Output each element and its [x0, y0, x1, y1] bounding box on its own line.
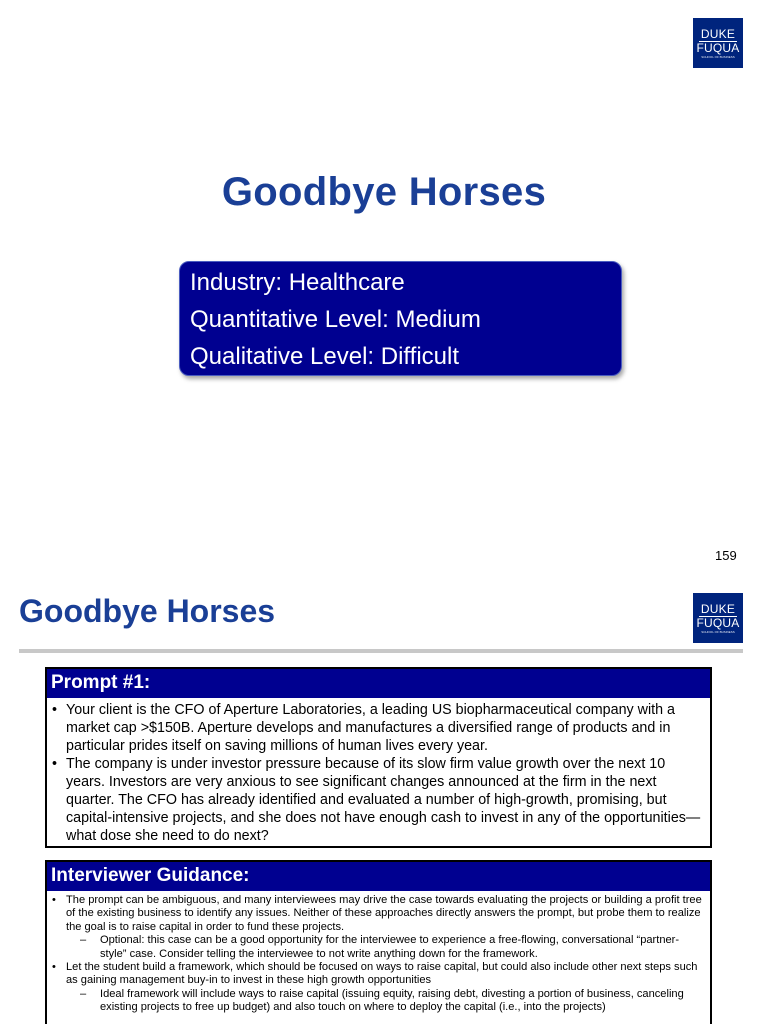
- prompt-item: [52, 701, 704, 755]
- title-divider: [19, 649, 743, 653]
- logo-tagline: SCHOOL OF BUSINESS: [701, 54, 735, 59]
- bullet-marker: •: [52, 702, 58, 718]
- prompt-body: [47, 698, 710, 845]
- prompt-item-text: The company is under investor pressure because of its slow firm value growth over the next 10 years. Investors are very anxious to see significant changes announced at the firm in the next quarter. The CFO has already identified and evaluated a number of high-growth, promising, but capital-intensive projects, and she does not have enough cash to invest in any of the opportunities—what dose she need to do next?: [66, 756, 701, 844]
- duke-fuqua-logo: [693, 18, 743, 68]
- page-number: 159: [715, 548, 737, 563]
- bullet-marker: •: [52, 894, 56, 906]
- dash-marker: –: [80, 987, 87, 1000]
- guidance-header: Interviewer Guidance:: [47, 862, 710, 891]
- guidance-item-text: The prompt can be ambiguous, and many interviewees may drive the case towards evaluating the projects or building a profit tree of the existing business to identify any issues. Neither of these approaches directly answers the prompt, but probe them to realize the goal is to raise capital in order to fund these projects.: [66, 894, 702, 933]
- dash-marker: –: [80, 934, 87, 947]
- interviewer-guidance-panel: [45, 860, 712, 1024]
- logo-line-fuqua: FUQUA: [696, 615, 740, 630]
- logo-line-fuqua: FUQUA: [696, 40, 740, 55]
- prompt-item: [52, 755, 704, 845]
- industry-label: Industry: Healthcare: [190, 269, 405, 296]
- prompt-header: Prompt #1:: [47, 669, 710, 698]
- quantitative-level-label: Quantitative Level: Medium: [190, 306, 481, 333]
- duke-fuqua-logo: [693, 593, 743, 643]
- case-info-box: [179, 261, 622, 376]
- qualitative-level-label: Qualitative Level: Difficult: [190, 343, 460, 370]
- logo-line-duke: DUKE: [700, 26, 736, 41]
- guidance-subitem-text: Optional: this case can be a good opportunity for the interviewee to experience a free-flowing, conversational “partner-style” case. Consider telling the interviewee to not write anything down for the framework.: [100, 934, 680, 960]
- guidance-item-text: Let the student build a framework, which should be focused on ways to raise capital, but could also include other next steps such as gaining management buy-in to invest in these high growth opportunities: [66, 961, 698, 987]
- prompt-panel: [45, 667, 712, 848]
- logo-tagline: SCHOOL OF BUSINESS: [701, 629, 735, 634]
- slide2-title: Goodbye Horses: [19, 593, 276, 629]
- guidance-subitem-text: Ideal framework will include ways to raise capital (issuing equity, raising debt, divesting a portion of business, canceling existing projects to free up budget) and also touch on where to deploy the capital (i.e., into the projects): [100, 987, 684, 1014]
- slide1-title: Goodbye Horses: [221, 170, 547, 214]
- guidance-subitem: [52, 934, 704, 961]
- guidance-body: [47, 891, 710, 1015]
- prompt-item-text: Your client is the CFO of Aperture Laboratories, a leading US biopharmaceutical company with a market cap >$150B. Aperture develops and manufactures a diversified range of products and in particular prides itself on saving millions of human lives every year.: [66, 702, 676, 754]
- guidance-subitem: [52, 988, 704, 1015]
- logo-line-duke: DUKE: [700, 601, 736, 616]
- guidance-item: [52, 894, 704, 934]
- guidance-item: [52, 961, 704, 988]
- bullet-marker: •: [52, 756, 58, 772]
- bullet-marker: •: [52, 961, 56, 974]
